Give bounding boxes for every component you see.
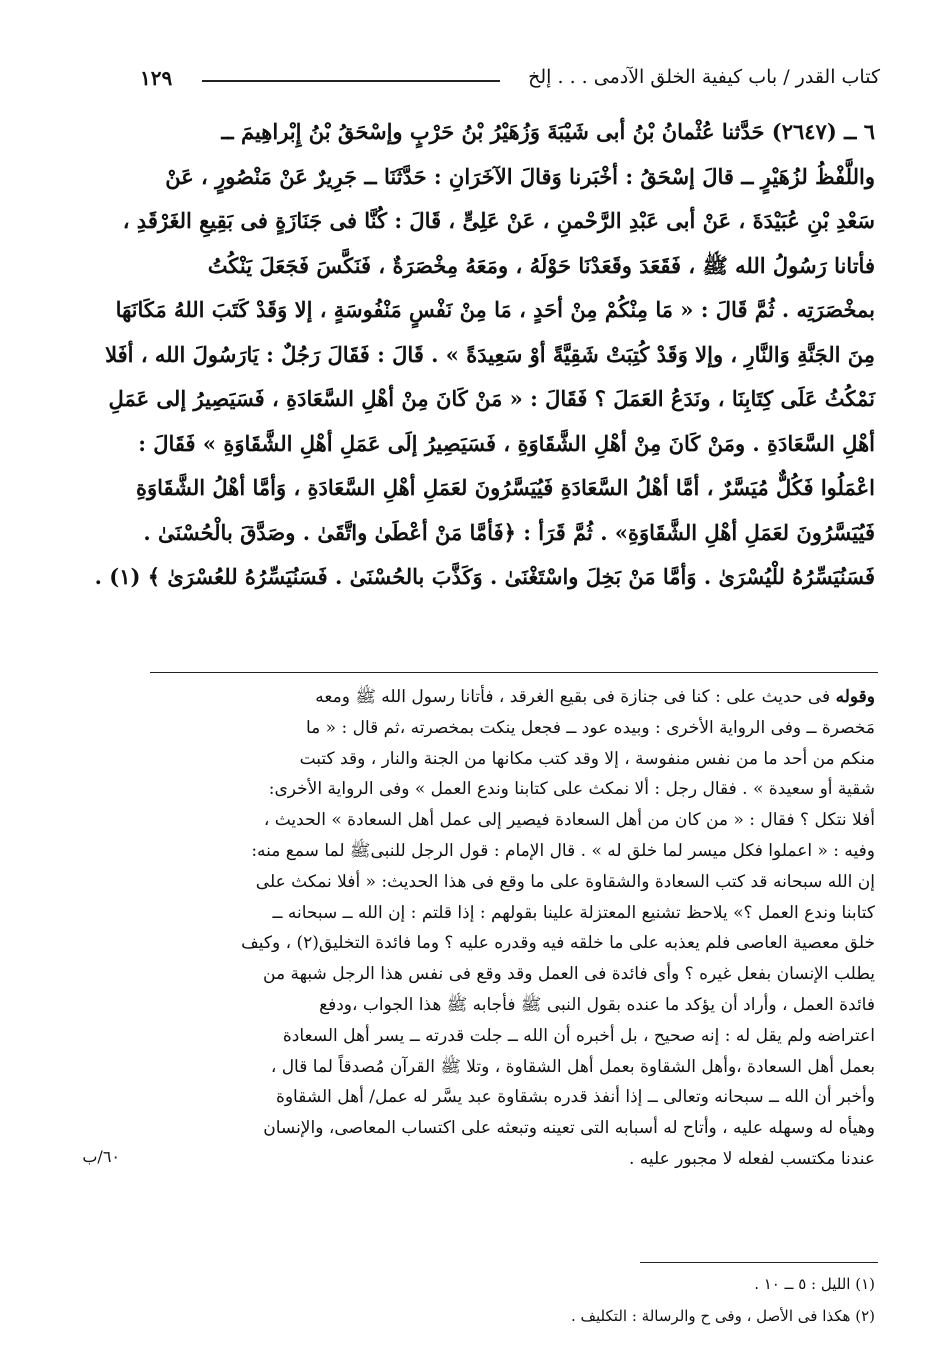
commentary-line xyxy=(150,682,875,713)
hadith-line: فَيُيَسَّرُونَ لعَمَلِ أهْلِ الشَّقَاوَةِ» . ثُمَّ قَرَأ : ﴿فَأمَّا مَنْ أعْطَىٰ واتَّقَىٰ . وصَدَّقَ بالْحُسْنَىٰ . xyxy=(143,519,875,545)
commentary-line: وفيه : « اعملوا فكل ميسر لما خلق له » . قال الإمام : قول الرجل للنبىﷺ لما سمع منه: xyxy=(251,840,875,861)
commentary-line: فائدة العمل ، وأراد أن يؤكد ما عنده بقول النبى ﷺ فأجابه ﷺ هذا الجواب ،ودفع xyxy=(319,994,875,1015)
page-header xyxy=(140,60,880,100)
commentary-line: إن الله سبحانه قد كتب السعادة والشقاوة على ما وقع فى هذا الحديث: « أفلا نمكث على xyxy=(255,871,875,892)
hadith-line: مِنَ الجَنَّةِ وَالنَّارِ ، وإلا وَقَدْ كُتِبَتْ شَقِيَّةً أوْ سَعِيدَةً » . قَالَ : فَقَالَ رَجُلٌ : يَارَسُولَ الله ، أفَلا xyxy=(105,341,875,367)
hadith-line: نَمْكُثُ عَلَى كِتَابِنَا ، ونَدَعُ العَمَلَ ؟ فَقَالَ : « مَنْ كَانَ مِنْ أهْلِ السَّعَادَةِ ، فَسَيَصِيرُ إلى عَمَلِ xyxy=(108,386,875,411)
commentary-line: خلق معصية العاصى فلم يعذبه على ما خلقه فيه وقدره عليه ؟ وما فائدة التخليق(٢) ، وكيف xyxy=(241,933,875,954)
footnote-rule xyxy=(640,1262,878,1263)
page-number: ١٢٩ xyxy=(140,66,173,90)
commentary-line: اعتراضه ولم يقل له : إنه صحيح ، بل أخبره أن الله ــ جلت قدرته ــ يسر أهل السعادة xyxy=(282,1025,875,1046)
commentary-line: منكم من أحد ما من نفس منفوسة ، إلا وقد كتب مكانها من الجنة والنار ، وقد كتبت xyxy=(299,748,875,769)
commentary-line: شقية أو سعيدة » . فقال رجل : ألا نمكث على كتابنا وندع العمل » وفى الرواية الأخرى: xyxy=(268,779,875,800)
hadith-line: فَسَنُيَسِّرُهُ للْيُسْرَىٰ . وَأمَّا مَنْ بَخِلَ واسْتَغْنَىٰ . وَكَذَّبَ بالحُسْنَىٰ . فَسَنُيَسِّرُهُ للعُسْرَىٰ ﴾ (١) . xyxy=(94,564,875,589)
commentary-lead-word: وقوله xyxy=(835,687,875,707)
commentary-line: مَخصرة ــ وفى الرواية الأخرى : وبيده عود ــ فجعل ينكت بمخصرته ،ثم قال : « ما xyxy=(305,717,875,738)
hadith-line: واللَّفْظُ لزُهَيْرٍ ــ قالَ إسْحَقُ : أخْبَرنا وَقالَ الآخَرَانِ : حَدَّثَنَا ــ جَرِيرٌ عَنْ مَنْصُورٍ ، عَنْ xyxy=(165,163,875,189)
hadith-line: سَعْدِ بْنِ عُبَيْدَةَ ، عَنْ أبى عَبْدِ الرَّحْمنِ ، عَنْ عَلِىٍّ ، قَالَ : كُنَّا فى جَنَازَةٍ فى بَقِيعِ الغَرْقَدِ ، xyxy=(122,208,875,233)
commentary-line: أفلا نتكل ؟ فقال : « من كان من أهل السعادة فيصير إلى عمل أهل السعادة » الحديث ، xyxy=(263,810,875,831)
commentary-line-text: فى حديث على : كنا فى جنازة فى بقيع الغرقد ، فأتانا رسول الله ﷺ ومعه xyxy=(315,687,831,707)
commentary-text xyxy=(150,682,875,1242)
commentary-line: يطلب الإنسان بفعل غيره ؟ وأى فائدة فى العمل وقد وقع فى نفس هذا الرجل شبهة من xyxy=(263,964,875,985)
hadith-line: بمخْصَرَتِه . ثُمَّ قَالَ : « مَا مِنْكُمْ مِنْ أحَدٍ ، مَا مِنْ نَفْسٍ مَنْفُوسَةٍ ، إلا وَقَدْ كَتَبَ اللهُ مَكَانَهَا xyxy=(115,297,875,322)
footnote: (٢) هكذا فى الأصل ، وفى ح والرسالة : التكليف . xyxy=(570,1307,875,1325)
hadith-line: أهْلِ السَّعَادَةِ . ومَنْ كَانَ مِنْ أهْلِ الشَّقَاوَةِ ، فَسَيَصِيرُ إلَى عَمَلِ أهْلِ الشَّقَاوَةِ » فَقَالَ : xyxy=(138,430,875,456)
commentary-line: وأخبر أن الله ــ سبحانه وتعالى ــ إذا أنفذ قدره بشقاوة عبد يسَّر له عمل/ أهل الشقاوة xyxy=(275,1087,875,1108)
hadith-line: ٦ ــ (٢٦٤٧) حَدَّثنا عُثْمانُ بْنُ أبى شَيْبَةَ وَزُهَيْرُ بْنُ حَرْبٍ وإسْحَقُ بْنُ إِبْراهِيمَ ــ xyxy=(221,119,875,144)
commentary-line: عندنا مكتسب لفعله لا مجبور عليه . xyxy=(628,1148,875,1169)
commentary-line: وهيأه له وسهله عليه ، وأتاح له أسبابه التى تعينه وتبعثه على اكتساب المعاصى، والإنسان xyxy=(263,1118,875,1139)
running-title: كتاب القدر / باب كيفية الخلق الآدمى . . . إلخ xyxy=(528,66,880,88)
hadith-text xyxy=(94,110,875,650)
header-rule xyxy=(202,80,500,82)
commentary-line: كتابنا وندع العمل ؟» يلاحظ تشنيع المعتزلة علينا بقولهم : إذا قلتم : إن الله ــ سبحانه ــ xyxy=(272,902,875,923)
footnotes xyxy=(360,1268,875,1332)
section-separator xyxy=(150,672,878,673)
hadith-line: اعْمَلُوا فَكُلٌّ مُيَسَّرٌ ، أمَّا أهْلُ السَّعَادَةِ فَيُيَسَّرُونَ لعَمَلِ أهْلِ السَّعَادَةِ ، وَأمَّا أهْلُ الشَّقَاوَةِ xyxy=(135,475,875,500)
footnote: (١) الليل : ٥ ــ ١٠ . xyxy=(754,1275,875,1293)
manuscript-folio-note: ٦٠/ب xyxy=(82,1147,120,1166)
hadith-line: فأتانا رَسُولُ الله ﷺ ، فَقَعَدَ وقَعَدْنَا حَوْلَهُ ، ومَعَهُ مِخْصَرَةٌ ، فَنَكَّسَ فَجَعَلَ يَنْكُتُ xyxy=(207,252,875,278)
commentary-line: بعمل أهل السعادة ،وأهل الشقاوة بعمل أهل الشقاوة ، وتلا ﷺ القرآن مُصدقاً لما قال ، xyxy=(270,1056,875,1077)
